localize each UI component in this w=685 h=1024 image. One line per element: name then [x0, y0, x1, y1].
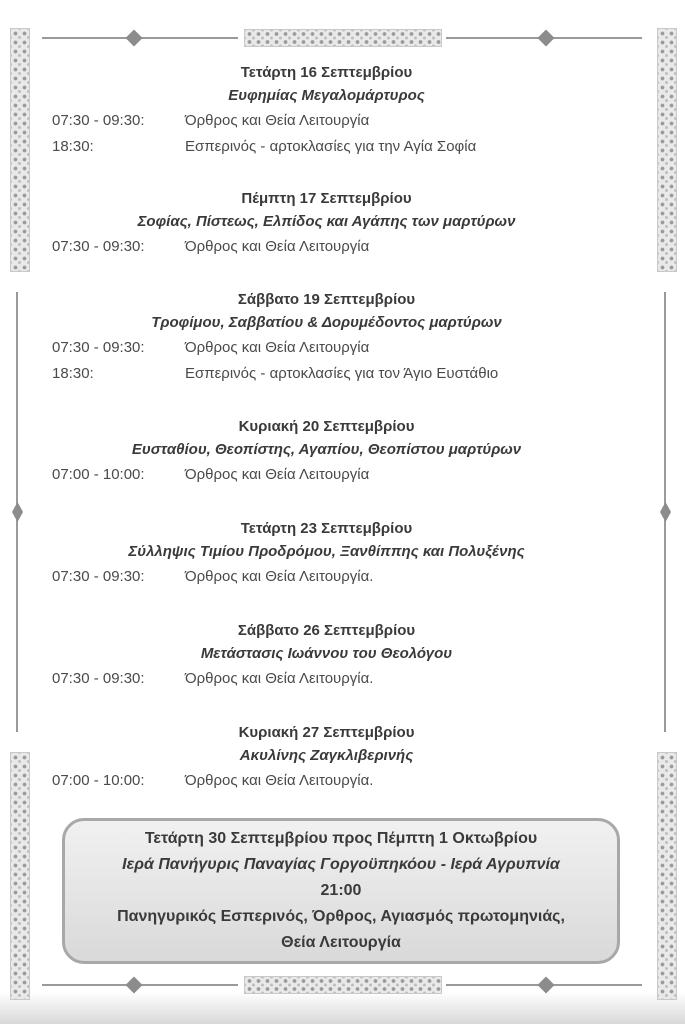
service-desc: Όρθρος και Θεία Λειτουργία	[185, 238, 370, 255]
bottom-diamond-right	[538, 977, 555, 994]
service-row	[0, 462, 685, 488]
feast-title: Ιερά Πανήγυρις Παναγίας Γοργοϋπηκόου - Ιερά Αγρυπνία	[122, 856, 560, 873]
service-row	[0, 108, 685, 134]
ornament-bottom-center	[244, 976, 442, 994]
top-diamond-left	[126, 30, 143, 47]
ornament-top-center	[244, 29, 442, 47]
schedule-entry	[0, 416, 685, 488]
service-row	[0, 768, 685, 794]
entry-day: Σάββατο 19 Σεπτεμβρίου	[237, 291, 416, 308]
entry-day: Κυριακή 27 Σεπτεμβρίου	[238, 724, 415, 741]
entry-feast: Μετάστασις Ιωάννου του Θεολόγου	[200, 645, 453, 662]
service-row	[0, 134, 685, 160]
schedule-entry	[0, 620, 685, 692]
service-desc: Όρθρος και Θεία Λειτουργία	[185, 466, 370, 483]
service-desc: Όρθρος και Θεία Λειτουργία	[185, 339, 370, 356]
service-time: 07:30 - 09:30:	[52, 238, 145, 255]
feast-announcement-box	[62, 818, 620, 964]
service-row	[0, 666, 685, 692]
service-desc: Όρθρος και Θεία Λειτουργία.	[185, 772, 374, 789]
service-time: 07:00 - 10:00:	[52, 772, 145, 789]
service-time: 07:30 - 09:30:	[52, 670, 145, 687]
entry-feast: Τροφίμου, Σαββατίου & Δορυμέδοντος μαρτύρων	[151, 314, 502, 331]
entry-day: Τετάρτη 23 Σεπτεμβρίου	[240, 520, 413, 537]
entry-day: Σάββατο 26 Σεπτεμβρίου	[237, 622, 416, 639]
bottom-shadow	[0, 992, 685, 1024]
top-diamond-right	[538, 30, 555, 47]
entry-feast: Ευσταθίου, Θεοπίστης, Αγαπίου, Θεοπίστου μαρτύρων	[131, 441, 522, 458]
service-desc: Εσπερινός - αρτοκλασίες για τον Άγιο Ευστάθιο	[185, 365, 499, 382]
feast-services-line2: Θεία Λειτουργία	[281, 934, 401, 951]
service-time: 07:30 - 09:30:	[52, 112, 145, 129]
service-desc: Όρθρος και Θεία Λειτουργία.	[185, 568, 374, 585]
service-time: 07:30 - 09:30:	[52, 339, 145, 356]
service-row	[0, 564, 685, 590]
service-desc: Εσπερινός - αρτοκλασίες για την Αγία Σοφία	[185, 138, 477, 155]
entry-feast: Ακυλίνης Ζαγκλιβερινής	[239, 747, 414, 764]
entry-feast: Σύλληψις Τιμίου Προδρόμου, Ξανθίππης και Πολυξένης	[128, 543, 525, 560]
entry-day: Τετάρτη 16 Σεπτεμβρίου	[240, 64, 413, 81]
service-time: 07:00 - 10:00:	[52, 466, 145, 483]
service-row	[0, 335, 685, 361]
entry-day: Πέμπτη 17 Σεπτεμβρίου	[241, 190, 412, 207]
service-row	[0, 361, 685, 387]
schedule-entry	[0, 188, 685, 260]
feast-time: 21:00	[320, 882, 362, 899]
entry-day: Κυριακή 20 Σεπτεμβρίου	[238, 418, 415, 435]
entry-feast: Σοφίας, Πίστεως, Ελπίδος και Αγάπης των μαρτύρων	[137, 213, 516, 230]
feast-date-range: Τετάρτη 30 Σεπτεμβρίου προς Πέμπτη 1 Οκτωβρίου	[144, 830, 538, 847]
service-time: 07:30 - 09:30:	[52, 568, 145, 585]
feast-services-line1: Πανηγυρικός Εσπερινός, Όρθρος, Αγιασμός πρωτομηνιάς,	[117, 908, 565, 925]
entry-feast: Ευφημίας Μεγαλομάρτυρος	[228, 87, 425, 104]
schedule-entry	[0, 62, 685, 160]
bottom-diamond-left	[126, 977, 143, 994]
schedule-entry	[0, 289, 685, 387]
service-row	[0, 234, 685, 260]
service-time: 18:30:	[52, 138, 94, 155]
service-time: 18:30:	[52, 365, 94, 382]
service-desc: Όρθρος και Θεία Λειτουργία.	[185, 670, 374, 687]
schedule-entry	[0, 518, 685, 590]
schedule-entry	[0, 722, 685, 794]
service-desc: Όρθρος και Θεία Λειτουργία	[185, 112, 370, 129]
